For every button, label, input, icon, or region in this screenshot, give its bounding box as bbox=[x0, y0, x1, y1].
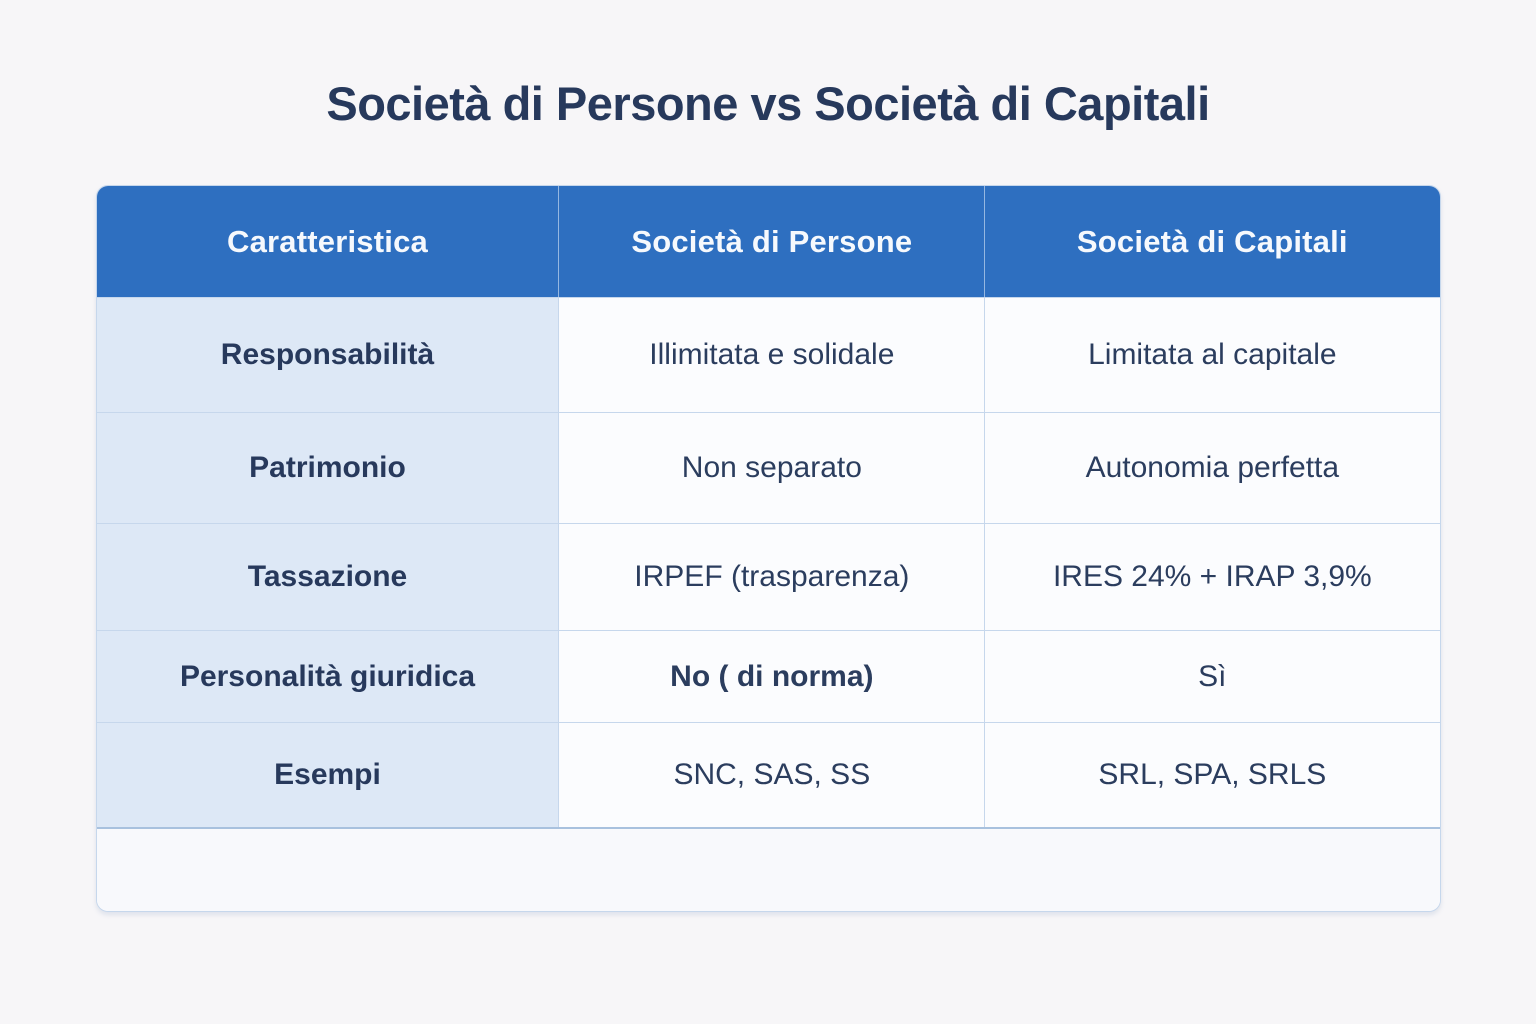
persone-value: IRPEF (trasparenza) bbox=[558, 524, 984, 630]
capitali-value: Limitata al capitale bbox=[984, 298, 1439, 412]
persone-value: SNC, SAS, SS bbox=[558, 723, 984, 827]
table-row-personalita-giuridica bbox=[97, 630, 1440, 722]
capitali-value: SRL, SPA, SRLS bbox=[984, 723, 1439, 827]
header-cell-societa-di-capitali: Società di Capitali bbox=[984, 186, 1439, 297]
header-cell-societa-di-persone: Società di Persone bbox=[558, 186, 984, 297]
table-row-patrimonio bbox=[97, 412, 1440, 523]
comparison-table bbox=[96, 185, 1441, 912]
table-row-tassazione bbox=[97, 523, 1440, 630]
row-label: Responsabilità bbox=[97, 298, 559, 412]
table-header-row bbox=[97, 186, 1440, 297]
page-title: Società di Persone vs Società di Capitali bbox=[326, 77, 1210, 130]
row-label: Personalità giuridica bbox=[97, 631, 559, 722]
persone-value: Illimitata e solidale bbox=[558, 298, 984, 412]
row-label: Esempi bbox=[97, 723, 559, 827]
row-label: Tassazione bbox=[97, 524, 559, 630]
table-row-esempi bbox=[97, 722, 1440, 827]
table-footer-empty bbox=[97, 827, 1440, 911]
header-cell-caratteristica: Caratteristica bbox=[227, 223, 428, 259]
persone-value: Non separato bbox=[558, 413, 984, 523]
table-row-responsabilita bbox=[97, 297, 1440, 412]
persone-value: No ( di norma) bbox=[558, 631, 984, 722]
capitali-value: Sì bbox=[984, 631, 1439, 722]
capitali-value: IRES 24% + IRAP 3,9% bbox=[984, 524, 1439, 630]
capitali-value: Autonomia perfetta bbox=[984, 413, 1439, 523]
row-label: Patrimonio bbox=[97, 413, 559, 523]
